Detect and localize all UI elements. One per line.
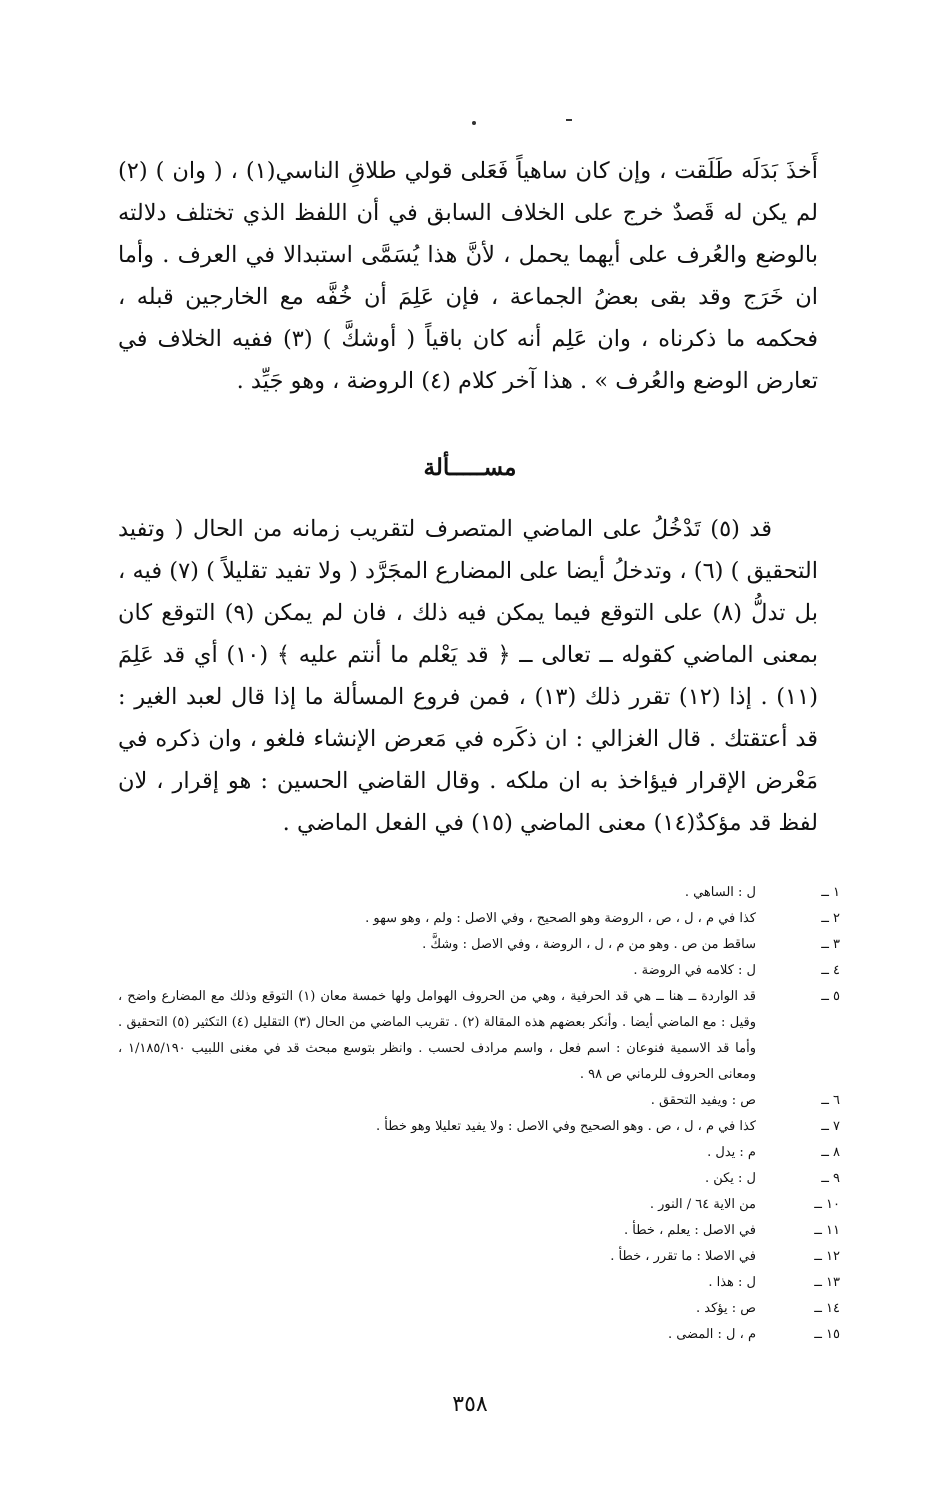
paragraph-2 [118, 508, 818, 844]
footnote [118, 1244, 840, 1270]
footnote-number: ١٤ ــ [814, 1301, 840, 1316]
footnote-text: ل : كلامه في الروضة . [633, 963, 756, 978]
scan-speck [472, 121, 476, 125]
footnote-number: ٣ ــ [821, 937, 840, 952]
section-heading: مســـــألة [423, 454, 517, 481]
footnote-text: كذا في م ، ل ، ص . وهو الصحيح وفي الاصل : ولا يفيد تعليلا وهو خطأ . [376, 1119, 756, 1134]
footnote-number: ١ ــ [821, 885, 840, 900]
footnote [118, 1088, 840, 1114]
footnote [118, 1218, 840, 1244]
footnote-text: كذا في م ، ل ، ص ، الروضة وهو الصحيح ، وفي الاصل : ولم ، وهو سهو . [365, 911, 756, 926]
footnote-number: ٢ ــ [821, 911, 840, 926]
footnote-number: ٩ ــ [821, 1171, 840, 1186]
footnote-number: ٨ ــ [821, 1145, 840, 1160]
footnote [118, 1322, 840, 1348]
footnote [118, 1296, 840, 1322]
scan-specks [0, 118, 940, 128]
footnote-text: ل : الساهي . [684, 885, 756, 900]
footnote-number: ١٢ ــ [814, 1249, 840, 1264]
footnote-number: ٤ ــ [821, 963, 840, 978]
paragraph-2-text: قد (٥) تَدْخُلُ على الماضي المتصرف لتقريب زمانه من الحال ( وتفيد التحقيق ) (٦) ، وتدخلُ أيضا على المضارع المجَرَّد ( ولا تفيد تقليلاً ) (٧) فيه ، بل تدلُّ (٨) على التوقع فيما يمكن فيه ذلك ، فان لم يمكن (٩) التوقع كان بمعنى الماضي كقوله ــ تعالى ــ ﴿ قد يَعْلم ما أنتم عليه ﴾ (١٠) أي قد عَلِمَ (١١) . إذا (١٢) تقرر ذلك (١٣) ، فمن فروع المسألة ما إذا قال لعبد الغير : قد أعتقتك . قال الغزالي : ان ذكَره في مَعرض الإنشاء فلغو ، وان ذكره في مَعْرض الإقرار فيؤاخذ به ان ملكه . وقال القاضي الحسين : هو إقرار ، لان لفظ قد مؤكدٌ(١٤) معنى الماضي (١٥) في الفعل الماضي . [118, 516, 819, 836]
footnotes [118, 880, 840, 1348]
footnote [118, 1166, 840, 1192]
footnote-number: ٦ ــ [821, 1093, 840, 1108]
footnote [118, 1140, 840, 1166]
footnote-number: ١٠ ــ [814, 1197, 840, 1212]
footnote-text: ص : ويفيد التحقق . [650, 1093, 756, 1108]
footnote-text: م ، ل : المضى . [667, 1327, 756, 1342]
scan-speck [566, 119, 572, 121]
footnote [118, 932, 840, 958]
page-number: ٣٥٨ [452, 1392, 488, 1417]
footnote-text: في الاصل : يعلم ، خطأ . [624, 1223, 756, 1238]
footnote-number: ٥ ــ [821, 989, 840, 1004]
footnote [118, 984, 840, 1088]
footnote [118, 1270, 840, 1296]
footnote-text: ل : يكن . [704, 1171, 756, 1186]
footnote [118, 880, 840, 906]
footnote-number: ١٥ ــ [814, 1327, 840, 1342]
footnote-number: ٧ ــ [821, 1119, 840, 1134]
footnote-text: ساقط من ص . وهو من م ، ل ، الروضة ، وفي الاصل : وشكَّ . [422, 937, 756, 952]
footnote-number: ١٣ ــ [814, 1275, 840, 1290]
footnote [118, 1114, 840, 1140]
paragraph-1: أَخذَ بَدَلَه طَلَقت ، وإن كان ساهياً فَعَلى قولي طلاقِ الناسي(١) ، ( وان ) (٢) لم يكن له قَصدٌ خرج على الخلاف السابق في أن اللفظ الذي تختلف دلالته بالوضع والعُرف على أيهما يحمل ، لأنَّ هذا يُسَمَّى استبدالا في العرف . وأما ان خَرَج وقد بقى بعضُ الجماعة ، فإن عَلِمَ أن خُفَّه مع الخارجين قبله ، فحكمه ما ذكرناه ، وان عَلِم أنه كان باقياً ( أوشكَّ ) (٣) ففيه الخلاف في تعارض الوضع والعُرف » . هذا آخر كلام (٤) الروضة ، وهو جَيِّد . [118, 158, 818, 394]
footnote-text: من الاية ٦٤ / النور . [649, 1197, 756, 1212]
footnote-text: ل : هذا . [708, 1275, 756, 1290]
footnote [118, 958, 840, 984]
footnote-text: ص : يؤكد . [696, 1301, 756, 1316]
footnote [118, 906, 840, 932]
footnote-number: ١١ ــ [814, 1223, 840, 1238]
footnote [118, 1192, 840, 1218]
footnote-text: في الاصلا : ما تقرر ، خطأ . [610, 1249, 756, 1264]
footnote-text: قد الواردة ــ هنا ــ هي قد الحرفية ، وهي من الحروف الهوامل ولها خمسة معان (١) التوقع وذلك مع المضارع واضح ، وقيل : مع الماضي أيضا . وأنكر بعضهم هذه المقالة (٢) . تقريب الماضي من الحال (٣) التقليل (٤) التكثير (٥) التحقيق . وأما قد الاسمية فنوعان : اسم فعل ، واسم مرادف لحسب . وانظر بتوسع مبحث قد في مغنى اللبيب ١/١٨٥/١٩٠ ، ومعانى الحروف للرماني ص ٩٨ . [118, 989, 757, 1082]
footnote-text: م : يدل . [707, 1145, 756, 1160]
